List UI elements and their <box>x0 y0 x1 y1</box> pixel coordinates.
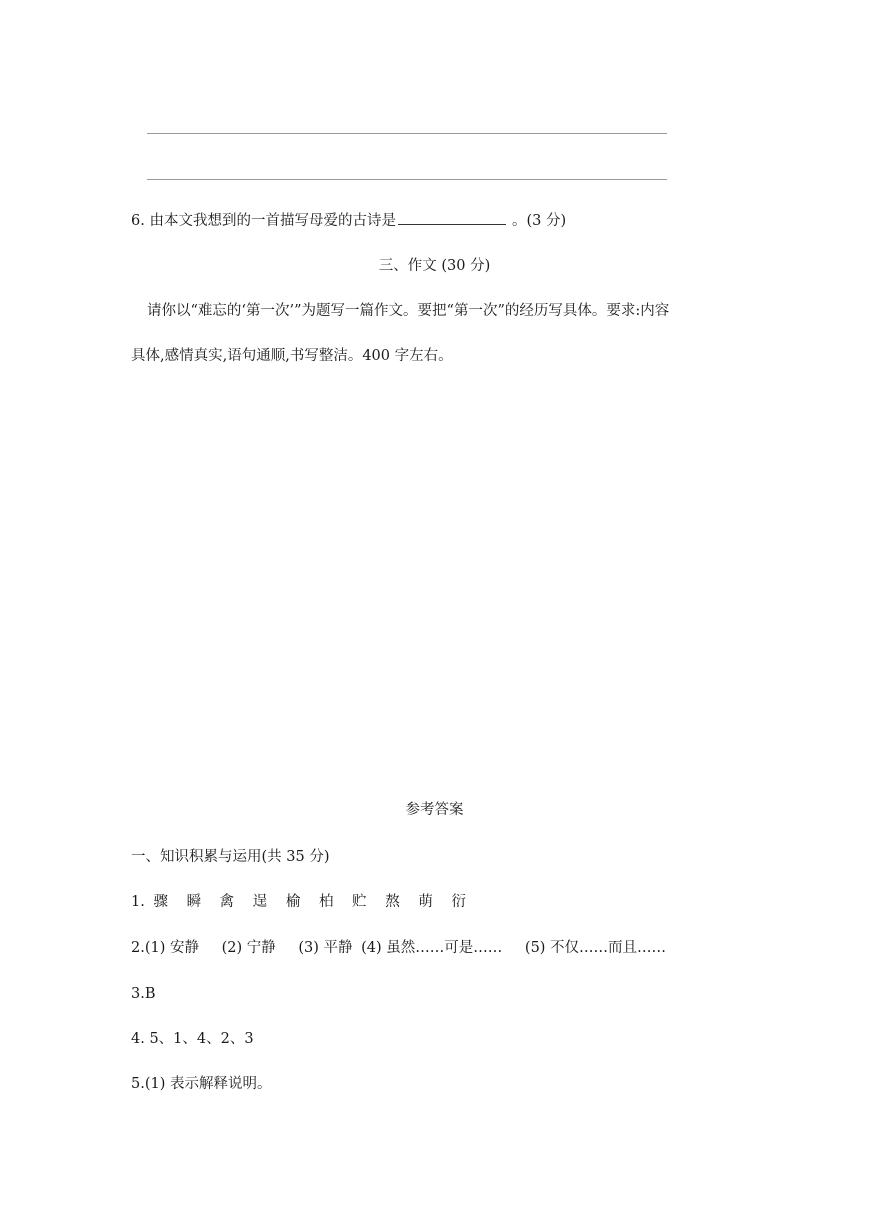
composition-heading: 三、作文 (30 分) <box>378 258 491 274</box>
question-6-blank <box>398 210 506 225</box>
answer-1-word: 瞬 <box>186 894 202 910</box>
answer-1-word: 柏 <box>319 894 334 910</box>
answer-2-item: (2) 宁静 <box>221 940 276 956</box>
answer-1-number: 1. <box>131 894 145 910</box>
answer-1-word: 禽 <box>219 894 235 910</box>
answer-2-number: 2. <box>131 940 145 956</box>
question-6-suffix: 。(3 分) <box>511 213 567 229</box>
answer-1-word: 熬 <box>385 894 400 910</box>
answer-1-word: 榆 <box>285 894 301 910</box>
answer-2-item: (4) 虽然……可是…… <box>361 940 503 956</box>
answer-4: 4. 5、1、4、2、3 <box>131 1031 254 1047</box>
question-6 <box>131 210 566 231</box>
composition-prompt-line-1: 请你以“难忘的‘第一次’”为题写一篇作文。要把“第一次”的经历写具体。要求:内容 <box>147 303 670 319</box>
answer-line-2 <box>147 179 667 180</box>
question-6-prefix: 6. 由本文我想到的一首描写母爱的古诗是 <box>131 213 396 229</box>
answer-3: 3.B <box>131 986 156 1002</box>
answer-2-item: (1) 安静 <box>144 940 199 956</box>
answer-1-word: 贮 <box>352 894 367 910</box>
answer-1 <box>131 892 466 912</box>
answer-2-item: (3) 平静 <box>298 940 353 956</box>
answers-section-1: 一、知识积累与运用(共 35 分) <box>131 849 330 865</box>
answer-1-word: 骤 <box>153 894 168 910</box>
answer-1-word: 萌 <box>418 894 433 910</box>
answer-1-word: 衍 <box>451 894 466 910</box>
answer-2-item: (5) 不仅……而且…… <box>524 940 667 956</box>
answer-5: 5.(1) 表示解释说明。 <box>131 1076 272 1092</box>
answer-1-word: 逞 <box>252 894 268 910</box>
composition-prompt-line-2: 具体,感情真实,语句通顺,书写整洁。400 字左右。 <box>131 348 453 364</box>
answer-2 <box>131 938 666 958</box>
answers-title: 参考答案 <box>405 802 464 818</box>
answer-line-1 <box>147 133 667 134</box>
